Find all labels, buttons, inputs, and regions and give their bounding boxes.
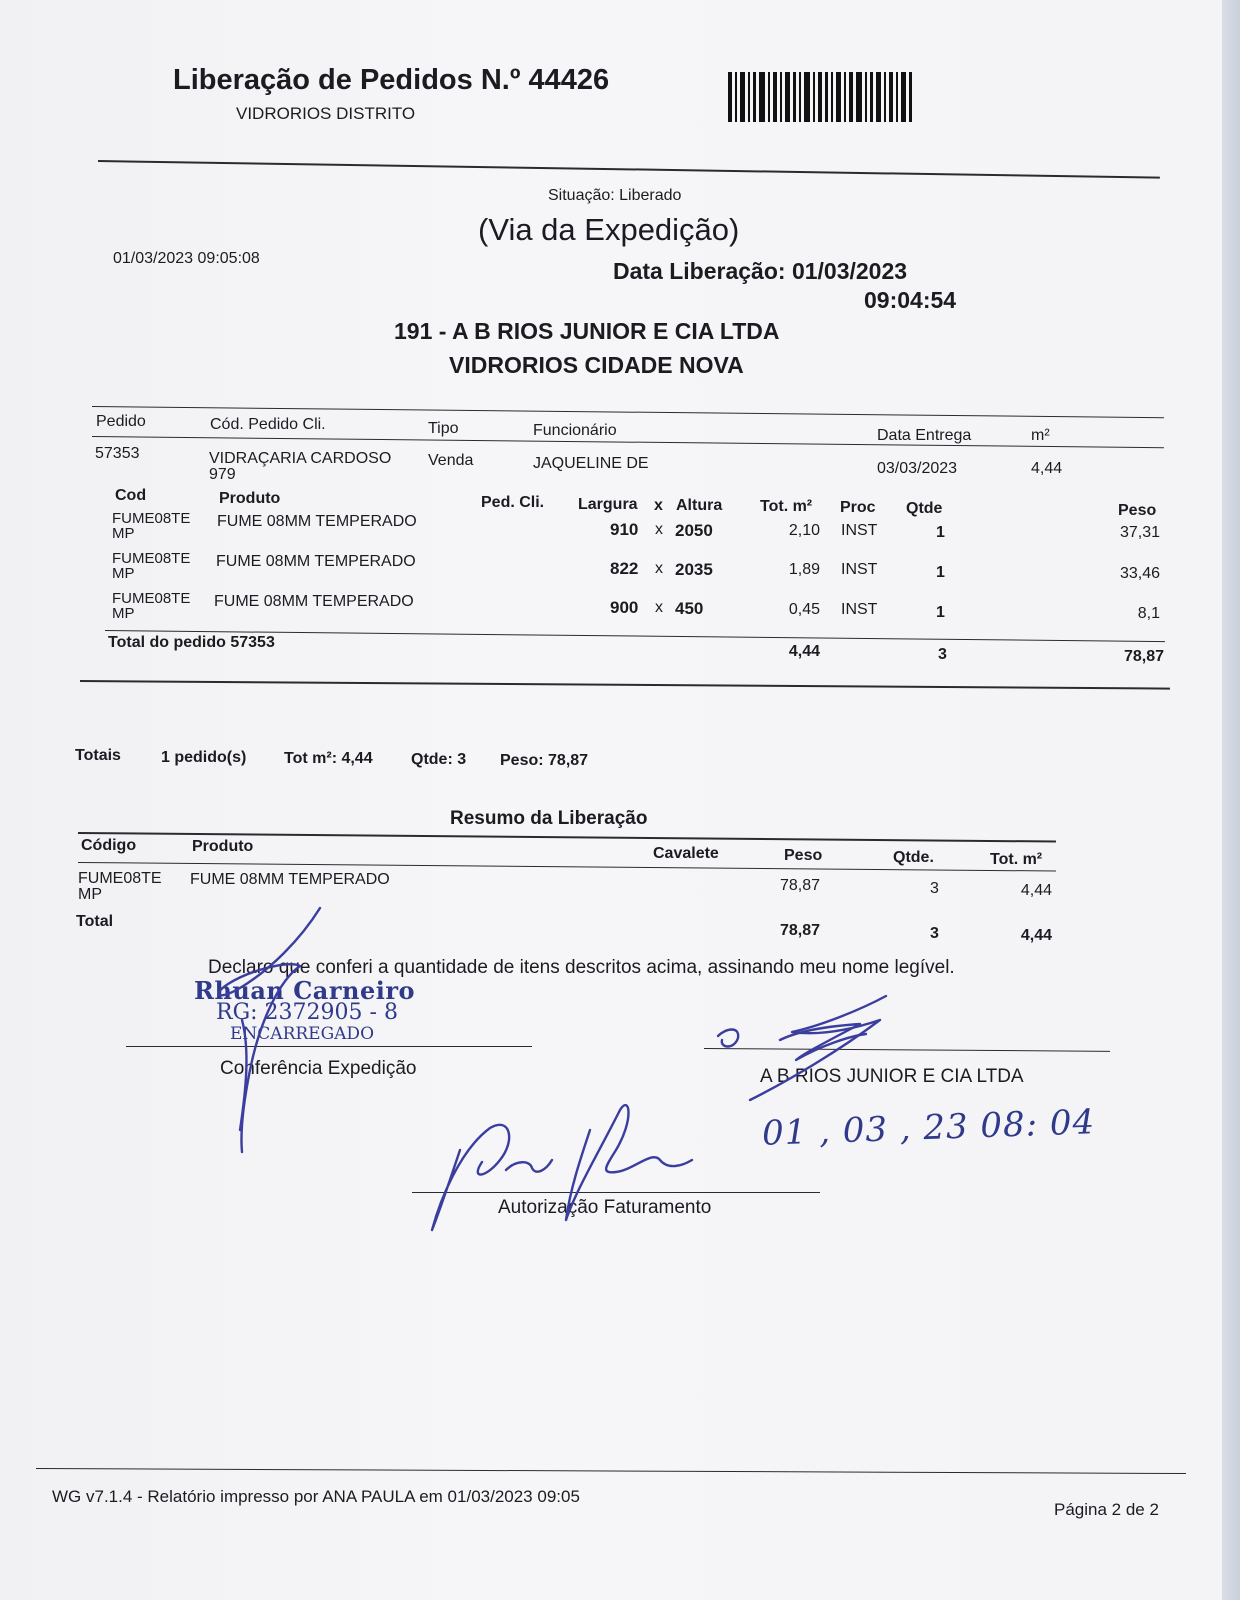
item-peso: 8,1 (1137, 605, 1160, 622)
summary-col-qtde: Qtde. (893, 849, 934, 866)
item-x: x (655, 560, 663, 577)
summary-col-codigo: Código (81, 837, 137, 854)
totals-qtde: Qtde: 3 (411, 751, 467, 768)
summary-col-produto: Produto (192, 838, 254, 855)
item-tot-m2: 1,89 (788, 561, 820, 578)
item-altura: 2035 (675, 560, 713, 579)
item-largura: 822 (610, 559, 639, 578)
summary-produto: FUME 08MM TEMPERADO (190, 871, 390, 888)
summary-codigo: FUME08TE (78, 870, 162, 887)
printed-timestamp: 01/03/2023 09:05:08 (113, 250, 260, 267)
totals-pedidos: 1 pedido(s) (161, 749, 247, 766)
item-tot-m2: 0,45 (788, 601, 820, 618)
item-cod-2: MP (112, 525, 135, 542)
stamp-rg: RG: 2372905 - 8 (216, 1000, 398, 1025)
summary-total-label: Total (76, 913, 114, 930)
m2-value: 4,44 (1031, 460, 1063, 477)
summary-total-peso: 78,87 (780, 922, 821, 939)
item-tot-m2: 2,10 (788, 522, 820, 539)
summary-codigo-2: MP (78, 886, 102, 903)
left-signature-label: Conferência Expedição (220, 1058, 417, 1079)
signature-scribble-right (710, 990, 930, 1110)
item-proc: INST (841, 561, 878, 578)
page-edge (1222, 0, 1240, 1600)
page-number: Página 2 de 2 (1054, 1500, 1159, 1519)
signature-scribble-left (180, 900, 360, 1160)
item-cod: FUME08TE (112, 510, 191, 527)
cod-cli-value-2: 979 (209, 466, 236, 483)
stamp-name: Rhuan Carneiro (194, 976, 415, 1005)
right-signature-label: A B RIOS JUNIOR E CIA LTDA (760, 1066, 1024, 1087)
item-proc: INST (841, 601, 878, 618)
totals-peso: Peso: 78,87 (500, 752, 589, 769)
funcionario-value: JAQUELINE DE (533, 455, 649, 472)
item-proc: INST (841, 522, 878, 539)
summary-col-cavalete: Cavalete (653, 845, 719, 862)
item-x: x (655, 599, 663, 616)
item-qtde: 1 (936, 524, 945, 541)
totals-label: Totais (75, 747, 121, 764)
col-largura: Largura (578, 496, 638, 513)
col-funcionario: Funcionário (533, 422, 617, 439)
pedido-value: 57353 (95, 445, 140, 462)
client-name: 191 - A B RIOS JUNIOR E CIA LTDA (394, 318, 780, 344)
item-produto: FUME 08MM TEMPERADO (216, 553, 416, 570)
item-produto: FUME 08MM TEMPERADO (217, 513, 417, 530)
item-altura: 2050 (675, 521, 713, 540)
release-time: 09:04:54 (864, 287, 957, 313)
item-qtde: 1 (936, 604, 945, 621)
col-produto: Produto (219, 490, 281, 507)
tipo-value: Venda (428, 452, 474, 469)
col-pedido: Pedido (96, 413, 146, 430)
data-entrega-value: 03/03/2023 (877, 460, 958, 477)
stamp-role: ENCARREGADO (230, 1024, 375, 1044)
status-label: Situação: Liberado (548, 187, 682, 204)
signature-scribble-center (420, 1090, 720, 1240)
summary-total-m2: 4,44 (1020, 927, 1052, 944)
summary-col-peso: Peso (784, 847, 823, 864)
order-total-label: Total do pedido 57353 (108, 634, 275, 651)
order-total-qtde: 3 (938, 646, 947, 663)
col-ped-cli: Ped. Cli. (481, 494, 545, 511)
copy-label: (Via da Expedição) (478, 212, 740, 247)
document-title: Liberação de Pedidos N.º 44426 (173, 64, 610, 96)
col-qtde: Qtde (906, 500, 943, 517)
item-altura: 450 (675, 599, 704, 618)
summary-peso: 78,87 (780, 877, 821, 894)
col-x: x (654, 497, 663, 514)
header-rule (98, 160, 1160, 179)
order-total-m2: 4,44 (788, 643, 820, 660)
item-cod-2: MP (112, 605, 135, 622)
totals-m2: Tot m²: 4,44 (284, 750, 373, 767)
col-data-entrega: Data Entrega (877, 427, 972, 444)
footer-printed-by: WG v7.1.4 - Relatório impresso por ANA PAULA em 01/03/2023 09:05 (52, 1487, 580, 1506)
order-header-rule (92, 436, 1164, 448)
col-tipo: Tipo (428, 420, 459, 437)
handwritten-date: 01 , 03 , 23 08: 04 (761, 1102, 1096, 1154)
item-peso: 33,46 (1119, 565, 1160, 582)
item-x: x (655, 521, 663, 538)
col-proc: Proc (840, 499, 876, 516)
item-largura: 910 (610, 520, 639, 539)
item-largura: 900 (610, 598, 639, 617)
col-cod-pedido-cli: Cód. Pedido Cli. (210, 416, 326, 433)
summary-title: Resumo da Liberação (450, 808, 648, 829)
col-peso: Peso (1118, 502, 1157, 519)
company-name: VIDRORIOS DISTRITO (236, 104, 416, 123)
declaration-text: Declaro que conferi a quantidade de itens descritos acima, assinando meu nome legível. (208, 957, 955, 978)
footer-rule (36, 1468, 1186, 1474)
col-altura: Altura (676, 497, 723, 514)
item-cod-2: MP (112, 565, 135, 582)
item-cod: FUME08TE (112, 550, 191, 567)
item-cod: FUME08TE (112, 590, 191, 607)
order-section-rule (80, 680, 1170, 690)
col-tot-m2: Tot. m² (760, 498, 813, 515)
summary-total-qtde: 3 (930, 925, 939, 942)
order-total-peso: 78,87 (1123, 648, 1164, 665)
item-produto: FUME 08MM TEMPERADO (214, 593, 414, 610)
col-cod: Cod (115, 487, 147, 504)
col-m2: m² (1031, 427, 1050, 444)
summary-tot-m2: 4,44 (1020, 882, 1052, 899)
center-signature-label: Autorização Faturamento (498, 1197, 712, 1218)
item-qtde: 1 (936, 564, 945, 581)
item-peso: 37,31 (1119, 524, 1160, 541)
summary-col-tot-m2: Tot. m² (990, 851, 1043, 868)
cod-cli-value: VIDRAÇARIA CARDOSO (209, 450, 392, 467)
summary-qtde: 3 (930, 880, 939, 897)
client-store: VIDRORIOS CIDADE NOVA (449, 352, 744, 378)
release-date: Data Liberação: 01/03/2023 (613, 258, 908, 284)
barcode (728, 72, 912, 122)
